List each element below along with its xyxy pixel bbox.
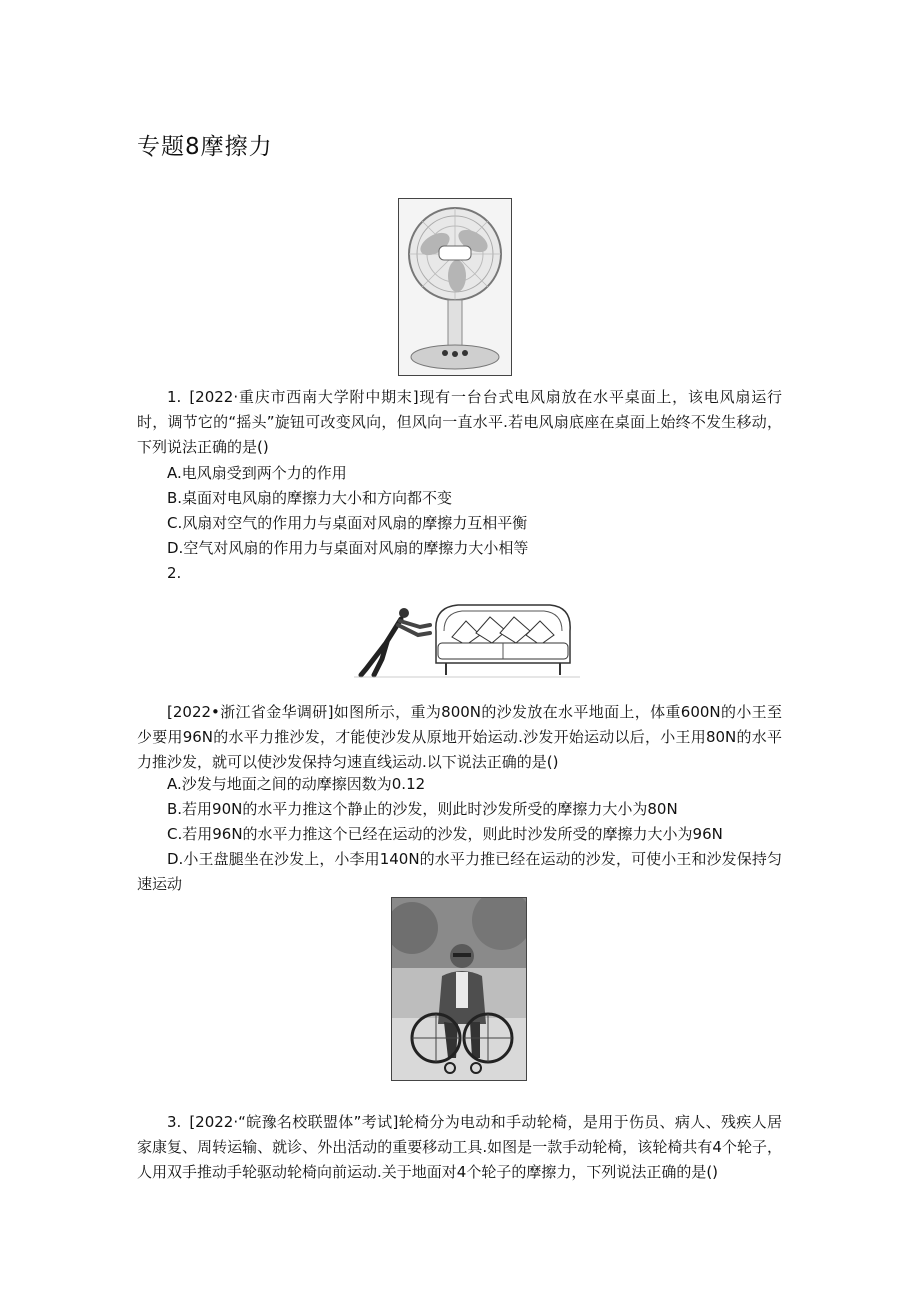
q2-option-a: A.沙发与地面之间的动摩擦因数为0.12 [167,775,426,793]
question-3-number: 3. [167,1113,182,1131]
question-3-text: [2022·“皖豫名校联盟体”考试]轮椅分为电动和手动轮椅，是用于伤员、病人、残疾人居家康复、周转运输、就诊、外出活动的重要移动工具.如图是一款手动轮椅，该轮椅共有4个轮子，人用双手推动手轮驱动轮椅向前运动.关于地面对4个轮子的摩擦力，下列说法正确的是() [137,1113,782,1181]
question-2-number: 2. [167,564,182,582]
fan-icon [399,199,511,375]
question-1-number: 1. [167,388,182,406]
q1-option-b: B.桌面对电风扇的摩擦力大小和方向都不变 [167,489,453,507]
wheelchair-photo [391,897,527,1081]
question-3-stem [137,1110,782,1185]
question-2-stem [137,700,782,775]
q2-option-d-text: D.小王盘腿坐在沙发上，小李用140N的水平力推已经在运动的沙发，可使小王和沙发保持匀速运动 [137,850,782,893]
q1-option-a: A.电风扇受到两个力的作用 [167,464,347,482]
question-1-stem [137,385,782,460]
sofa-push-drawing [354,597,580,681]
q2-option-d [137,847,782,897]
q1-option-d: D.空气对风扇的作用力与桌面对风扇的摩擦力大小相等 [167,539,529,557]
wheelchair-icon [392,898,526,1080]
q1-option-c: C.风扇对空气的作用力与桌面对风扇的摩擦力互相平衡 [167,514,528,532]
q2-option-c: C.若用96N的水平力推这个已经在运动的沙发，则此时沙发所受的摩擦力大小为96N [167,825,723,843]
question-2-text: [2022•浙江省金华调研]如图所示，重为800N的沙发放在水平地面上，体重600N的小王至少要用96N的水平力推沙发，才能使沙发从原地开始运动.沙发开始运动以后，小王用80N的水平力推沙发，就可以使沙发保持匀速直线运动.以下说法正确的是() [137,703,782,771]
question-1-text: [2022·重庆市西南大学附中期末]现有一台台式电风扇放在水平桌面上，该电风扇运行时，调节它的“摇头”旋钮可改变风向，但风向一直水平.若电风扇底座在桌面上始终不发生移动，下列说法正确的是() [137,388,782,456]
page-title: 专题8摩擦力 [137,134,273,160]
sofa-icon [354,597,580,681]
q2-option-b: B.若用90N的水平力推这个静止的沙发，则此时沙发所受的摩擦力大小为80N [167,800,678,818]
fan-photo [398,198,512,376]
